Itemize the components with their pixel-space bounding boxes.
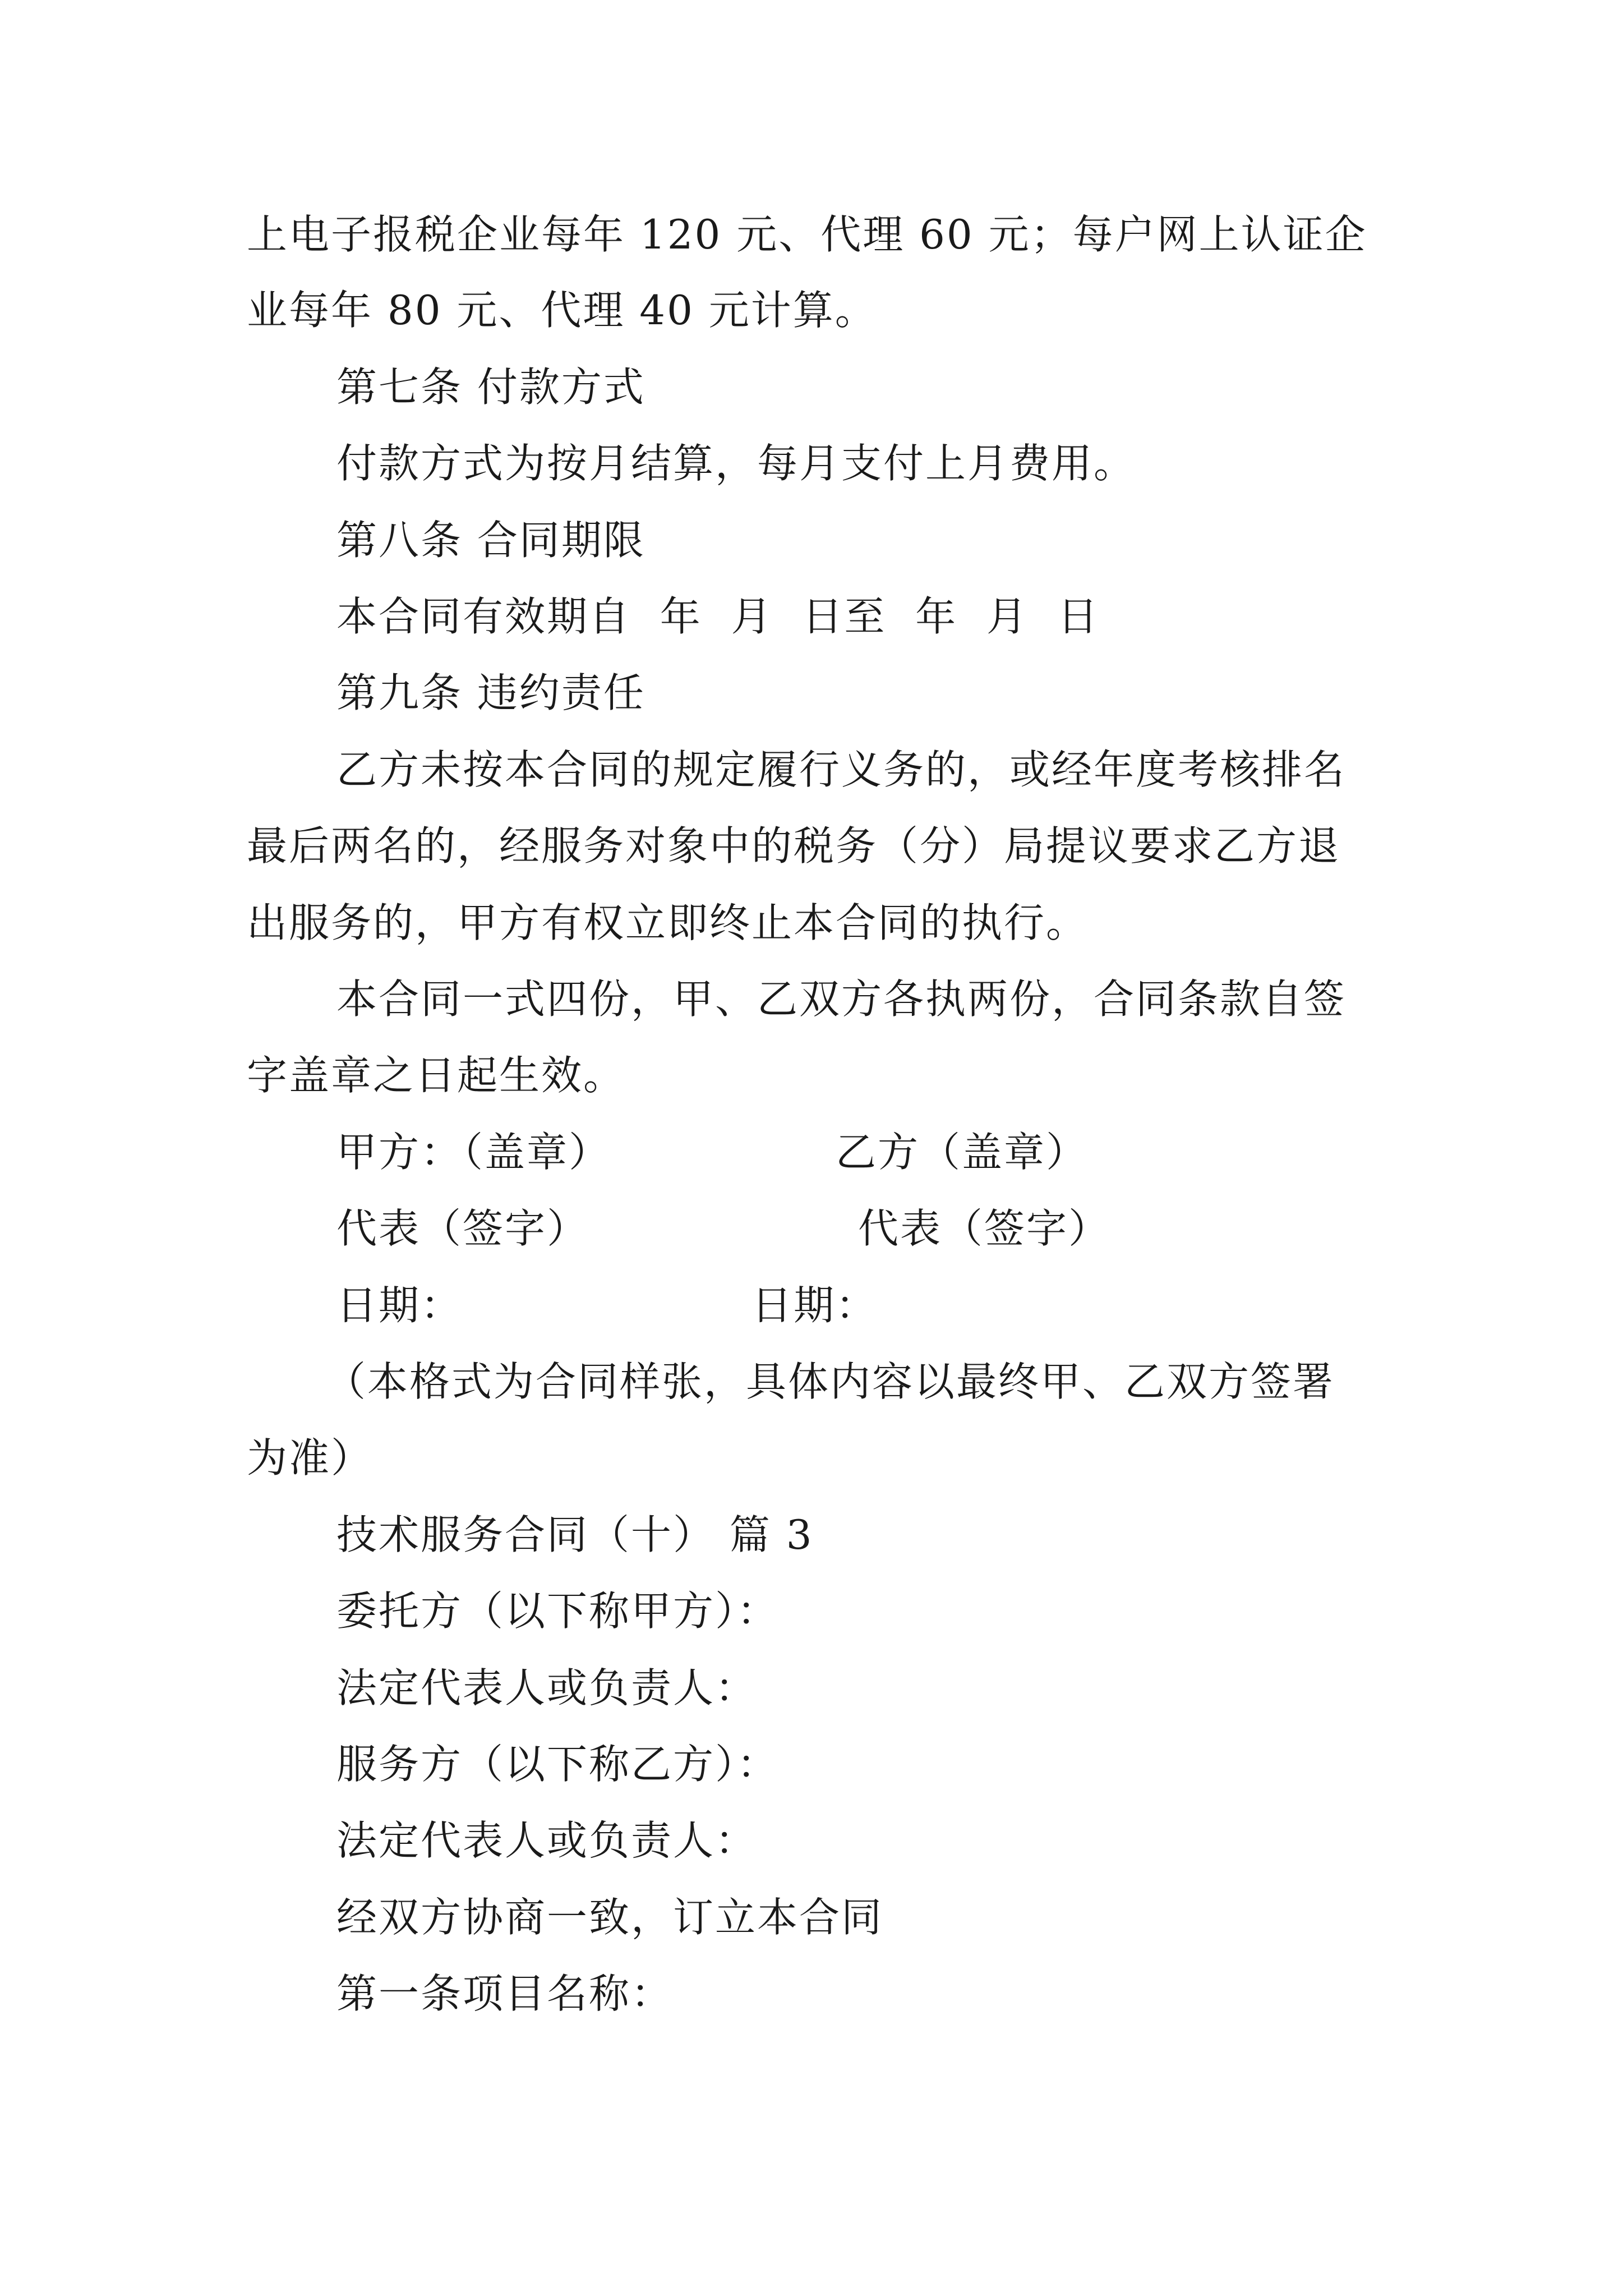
paragraph-line: 委托方（以下称甲方）： <box>336 1588 780 1635</box>
party-b-date-label: 日期： <box>751 1282 878 1329</box>
paragraph-line: 本合同一式四份，甲、乙双方各执两份，合同条款自签 <box>336 976 1347 1023</box>
paragraph-line: 上电子报税企业每年 120 元、代理 60 元；每户网上认证企 <box>247 211 1367 258</box>
paragraph-line: 本合同有效期自 年 月 日至 年 月 日 <box>336 593 1100 640</box>
article-heading: 第七条 付款方式 <box>336 364 645 411</box>
paragraph-line: 乙方未按本合同的规定履行义务的，或经年度考核排名 <box>336 746 1347 793</box>
note-line: 为准） <box>247 1434 374 1481</box>
paragraph-line: 业每年 80 元、代理 40 元计算。 <box>247 287 877 334</box>
paragraph-line: 出服务的，甲方有权立即终止本合同的执行。 <box>247 899 1089 946</box>
party-a-seal-label: 甲方：（盖章） <box>336 1129 611 1176</box>
section-title: 技术服务合同（十） 篇 3 <box>336 1511 814 1558</box>
paragraph-line: 法定代表人或负责人： <box>336 1664 758 1711</box>
note-line: （本格式为合同样张，具体内容以最终甲、乙双方签署 <box>325 1358 1335 1405</box>
article-heading: 第九条 违约责任 <box>336 669 645 716</box>
party-a-date-label: 日期： <box>336 1282 463 1329</box>
paragraph-line: 经双方协商一致，订立本合同 <box>336 1894 884 1941</box>
paragraph-line: 服务方（以下称乙方）： <box>336 1741 780 1788</box>
paragraph-line: 法定代表人或负责人： <box>336 1817 758 1864</box>
paragraph-line: 字盖章之日起生效。 <box>247 1052 626 1099</box>
paragraph-line: 第一条项目名称： <box>336 1970 674 2017</box>
paragraph-line: 付款方式为按月结算，每月支付上月费用。 <box>336 440 1136 487</box>
party-b-seal-label: 乙方（盖章） <box>836 1129 1089 1176</box>
paragraph-line: 最后两名的，经服务对象中的税务（分）局提议要求乙方退 <box>247 822 1341 869</box>
party-b-rep-label: 代表（签字） <box>858 1205 1111 1252</box>
party-a-rep-label: 代表（签字） <box>336 1205 589 1252</box>
article-heading: 第八条 合同期限 <box>336 517 645 564</box>
